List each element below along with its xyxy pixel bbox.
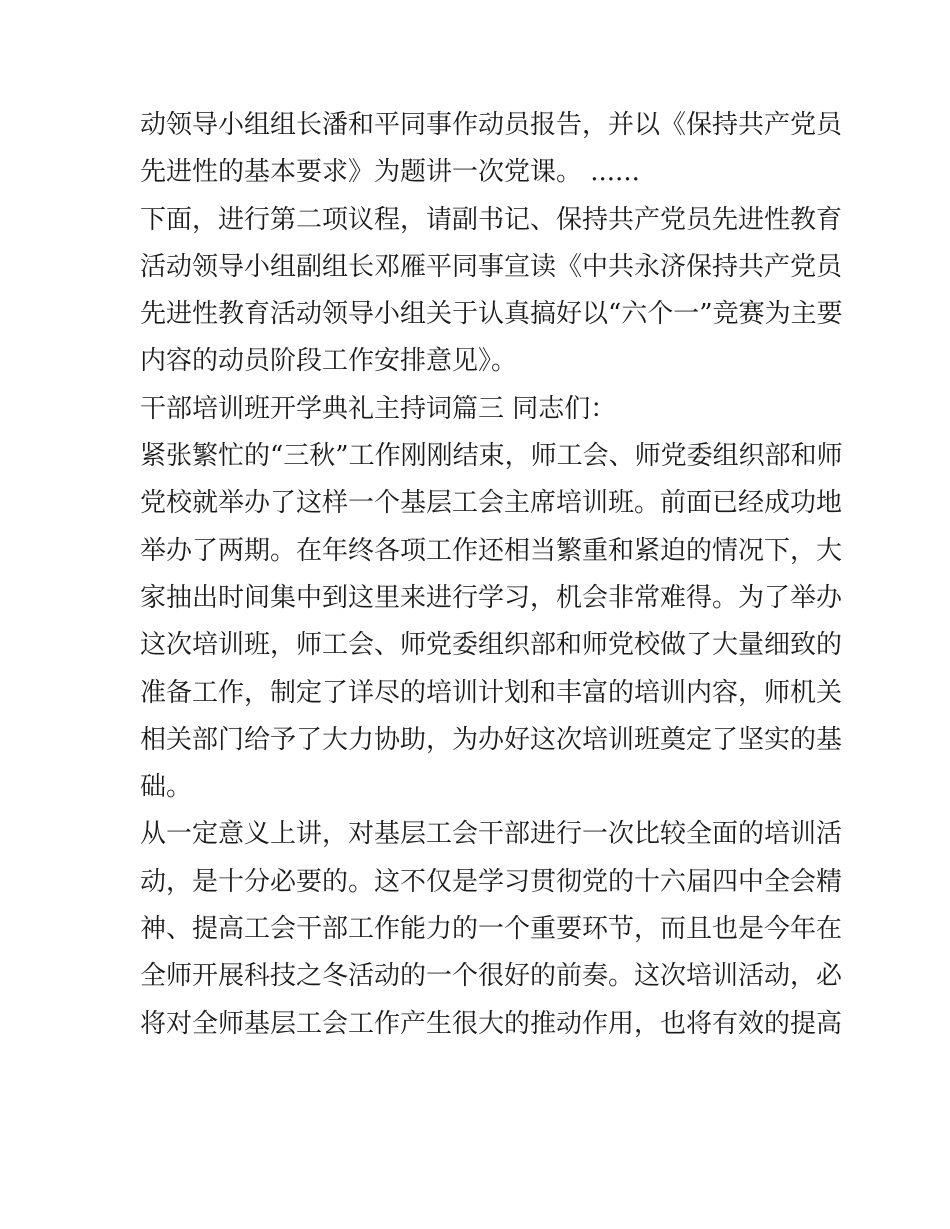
text-line: 相关部门给予了大力协助，为办好这次培训班奠定了坚实的基 bbox=[140, 724, 843, 755]
text-line: 党校就举办了这样一个基层工会主席培训班。前面已经成功地 bbox=[140, 488, 843, 519]
text-line: 础。 bbox=[140, 772, 193, 803]
text-line: 神、提高工会干部工作能力的一个重要环节，而且也是今年在 bbox=[140, 914, 843, 945]
document-body bbox=[140, 102, 843, 1048]
text-line: 全师开展科技之冬活动的一个很好的前奏。这次培训活动，必 bbox=[140, 961, 843, 992]
text-line: 内容的动员阶段工作安排意见》。 bbox=[140, 346, 518, 377]
text-line: 下面，进行第二项议程，请副书记、保持共产党员先进性教育 bbox=[140, 204, 843, 235]
text-line: 动，是十分必要的。这不仅是学习贯彻党的十六届四中全会精 bbox=[140, 866, 843, 897]
text-line: 活动领导小组副组长邓雁平同事宣读《中共永济保持共产党员 bbox=[140, 251, 843, 282]
text-line: 将对全师基层工会工作产生很大的推动作用，也将有效的提高 bbox=[140, 1008, 843, 1039]
text-line: 先进性教育活动领导小组关于认真搞好以“六个一”竞赛为主要 bbox=[140, 299, 843, 330]
text-line: 这次培训班，师工会、师党委组织部和师党校做了大量细致的 bbox=[140, 630, 843, 661]
text-line: 举办了两期。在年终各项工作还相当繁重和紧迫的情况下，大 bbox=[140, 535, 843, 566]
text-line: 动领导小组组长潘和平同事作动员报告，并以《保持共产党员 bbox=[140, 110, 843, 140]
text-line: 先进性的基本要求》为题讲一次党课。 ...... bbox=[140, 157, 640, 188]
text-line: 家抽出时间集中到这里来进行学习，机会非常难得。为了举办 bbox=[140, 582, 843, 613]
text-line: 紧张繁忙的“三秋”工作刚刚结束，师工会、师党委组织部和师 bbox=[140, 441, 843, 472]
text-line: 干部培训班开学典礼主持词篇三 同志们： bbox=[140, 393, 617, 424]
text-line: 从一定意义上讲，对基层工会干部进行一次比较全面的培训活 bbox=[140, 819, 843, 850]
text-line: 准备工作，制定了详尽的培训计划和丰富的培训内容，师机关 bbox=[140, 677, 843, 708]
